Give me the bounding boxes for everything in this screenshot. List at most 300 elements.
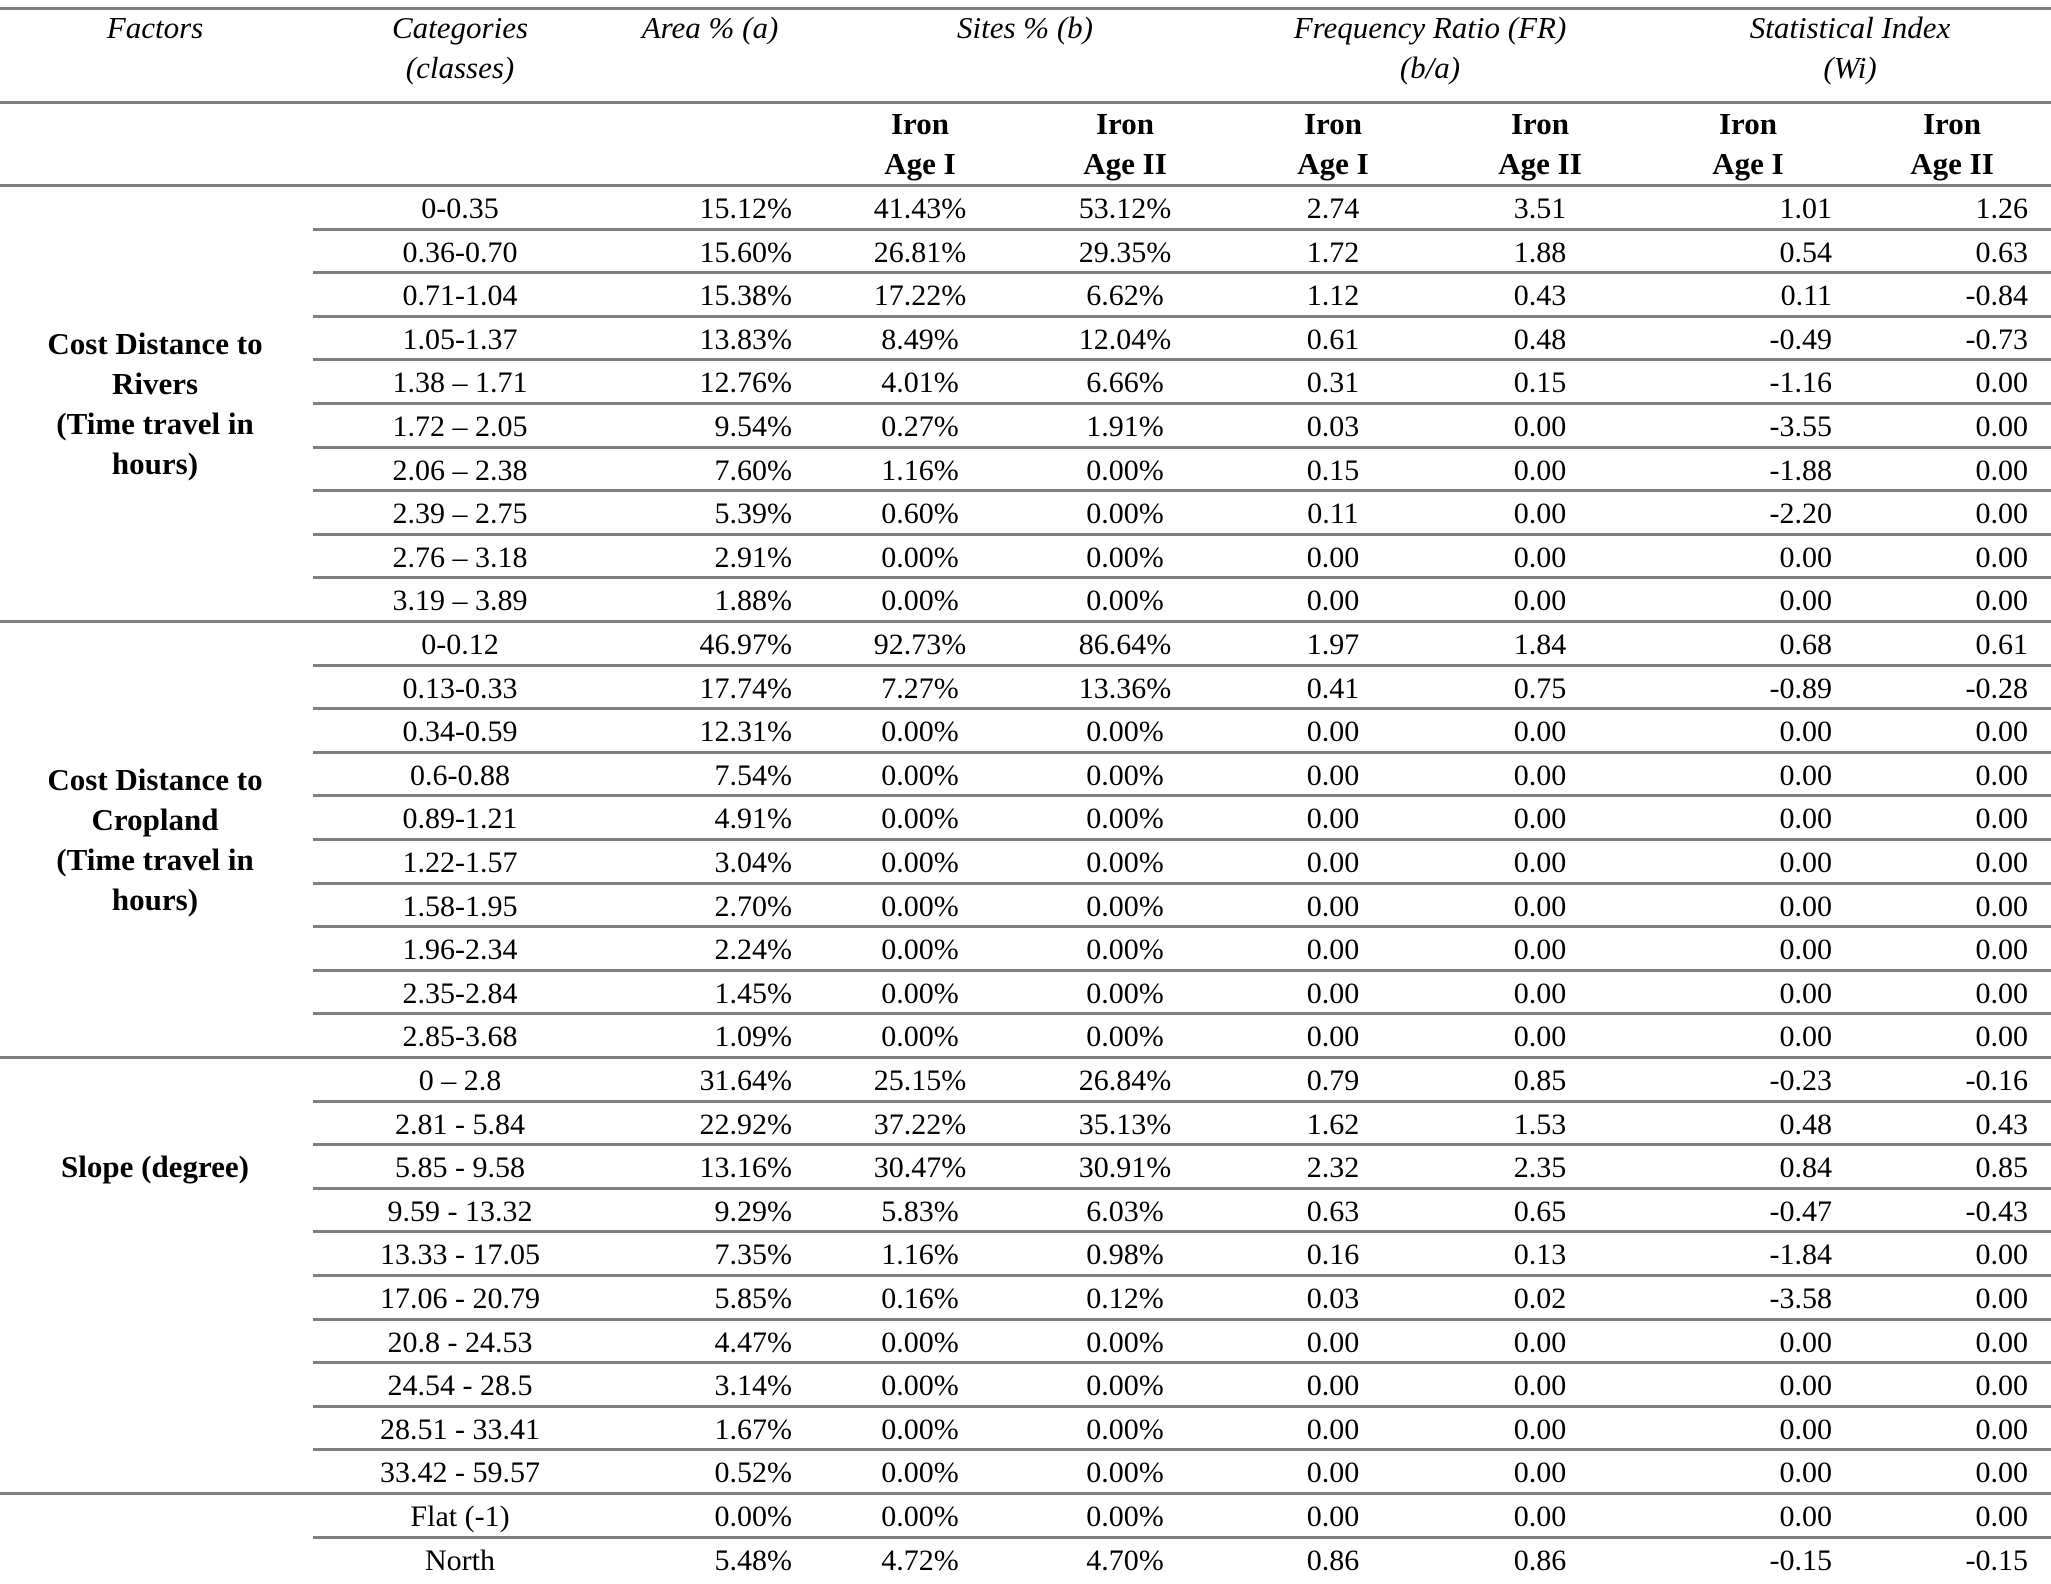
wi-iron-age-i-cell: -0.47: [1769, 1194, 1832, 1228]
area-cell: 0.00%: [714, 1500, 792, 1533]
sites-iron-age-i-cell: 0.00%: [881, 1500, 959, 1533]
table-row: [0, 273, 2051, 317]
fr-iron-age-ii-cell: 0.86: [1513, 1543, 1567, 1577]
sites-iron-age-i-cell: 1.16%: [881, 1238, 959, 1272]
category-cell: 0.89-1.21: [402, 802, 518, 836]
fr-iron-age-ii-cell: 0.15: [1513, 366, 1567, 400]
wi-iron-age-i-cell: -3.58: [1769, 1282, 1832, 1315]
area-cell: 22.92%: [699, 1107, 792, 1141]
wi-iron-age-ii-cell: 0.00: [1975, 1369, 2028, 1403]
area-cell: 7.35%: [714, 1238, 792, 1272]
category-cell: 0 – 2.8: [418, 1064, 502, 1097]
factor-label-line: Cost Distance to: [47, 762, 263, 797]
category-cell: 2.39 – 2.75: [392, 497, 528, 531]
subheader-line: Age II: [1083, 146, 1167, 181]
subheader-line: Iron: [1718, 106, 1777, 141]
category-cell: 5.85 - 9.58: [395, 1151, 525, 1185]
sites-iron-age-ii-cell: 53.12%: [1078, 192, 1172, 225]
table-row: [0, 448, 2051, 492]
fr-iron-age-ii-cell: 0.00: [1513, 497, 1567, 531]
area-cell: 1.09%: [714, 1020, 792, 1054]
sites-iron-age-ii-cell: 0.00%: [1086, 1369, 1164, 1403]
subheader-fr-iron-age-i: [1253, 104, 1413, 184]
table-row: [0, 884, 2051, 928]
area-cell: 1.67%: [714, 1412, 792, 1446]
area-cell: 2.91%: [714, 540, 792, 574]
wi-iron-age-i-cell: -1.84: [1769, 1238, 1832, 1272]
table-row: [0, 1014, 2051, 1058]
fr-iron-age-ii-cell: 0.00: [1513, 1456, 1567, 1490]
wi-iron-age-i-cell: 0.00: [1779, 846, 1832, 879]
wi-iron-age-ii-cell: 0.00: [1975, 540, 2028, 574]
header-wi-line2: (Wi): [1823, 50, 1877, 85]
area-cell: 0.52%: [714, 1456, 792, 1490]
fr-iron-age-ii-cell: 0.65: [1513, 1194, 1567, 1228]
wi-iron-age-i-cell: -0.23: [1769, 1064, 1832, 1097]
fr-iron-age-ii-cell: 0.00: [1513, 758, 1567, 792]
category-cell: 0.13-0.33: [402, 671, 518, 705]
table-row: [0, 1363, 2051, 1407]
area-cell: 17.74%: [699, 671, 792, 705]
sites-iron-age-i-cell: 92.73%: [873, 628, 967, 661]
category-cell: 2.76 – 3.18: [392, 540, 528, 574]
fr-iron-age-ii-cell: 0.48: [1513, 322, 1567, 356]
fr-iron-age-ii-cell: 0.00: [1513, 1020, 1567, 1054]
fr-iron-age-i-cell: 2.74: [1306, 192, 1360, 225]
wi-iron-age-ii-cell: 1.26: [1975, 192, 2028, 225]
subheader-wi-iron-age-ii: [1872, 104, 2032, 184]
table-row: [0, 1232, 2051, 1276]
sites-iron-age-ii-cell: 0.00%: [1086, 1412, 1164, 1446]
sites-iron-age-ii-cell: 6.62%: [1086, 279, 1164, 313]
wi-iron-age-ii-cell: 0.00: [1975, 410, 2028, 443]
wi-iron-age-i-cell: 0.00: [1779, 1412, 1832, 1446]
area-cell: 15.60%: [699, 235, 792, 269]
category-cell: 0-0.35: [421, 192, 499, 225]
sites-iron-age-i-cell: 0.00%: [881, 802, 959, 836]
wi-iron-age-i-cell: -3.55: [1769, 410, 1832, 443]
wi-iron-age-i-cell: -1.16: [1769, 366, 1832, 400]
category-cell: 2.85-3.68: [402, 1020, 518, 1054]
wi-iron-age-ii-cell: -0.16: [1965, 1064, 2028, 1097]
wi-iron-age-i-cell: -0.15: [1769, 1543, 1832, 1577]
factor-label-line: Slope (degree): [61, 1148, 249, 1184]
sites-iron-age-i-cell: 0.00%: [881, 540, 959, 574]
table-row: [0, 1538, 2051, 1582]
category-cell: Flat (-1): [410, 1500, 510, 1533]
factor-label-line: (Time travel in: [56, 406, 254, 441]
table-row: [0, 622, 2051, 666]
sites-iron-age-i-cell: 25.15%: [873, 1064, 967, 1097]
wi-iron-age-ii-cell: 0.00: [1975, 1500, 2028, 1533]
category-cell: 17.06 - 20.79: [380, 1282, 540, 1315]
table-row: [0, 535, 2051, 579]
area-cell: 12.31%: [699, 715, 792, 749]
sites-iron-age-i-cell: 0.00%: [881, 1412, 959, 1446]
table-row: [0, 230, 2051, 274]
sites-iron-age-ii-cell: 6.66%: [1086, 366, 1164, 400]
table-row: [0, 491, 2051, 535]
fr-iron-age-ii-cell: 0.00: [1513, 584, 1567, 618]
fr-iron-age-ii-cell: 3.51: [1513, 192, 1567, 225]
category-cell: 13.33 - 17.05: [380, 1238, 540, 1272]
fr-iron-age-ii-cell: 0.75: [1513, 671, 1567, 705]
wi-iron-age-ii-cell: 0.00: [1975, 1456, 2028, 1490]
wi-iron-age-i-cell: 1.01: [1779, 192, 1832, 225]
fr-iron-age-i-cell: 0.00: [1306, 933, 1360, 967]
wi-iron-age-ii-cell: 0.61: [1975, 628, 2028, 661]
subheader-sites-iron-age-ii: [1045, 104, 1205, 184]
wi-iron-age-ii-cell: -0.28: [1965, 671, 2028, 705]
table-row: [0, 186, 2051, 230]
sites-iron-age-i-cell: 17.22%: [873, 279, 967, 313]
wi-iron-age-ii-cell: 0.43: [1975, 1107, 2028, 1141]
sites-iron-age-ii-cell: 29.35%: [1078, 235, 1172, 269]
fr-iron-age-i-cell: 0.00: [1306, 802, 1360, 836]
wi-iron-age-i-cell: 0.68: [1779, 628, 1832, 661]
fr-iron-age-i-cell: 1.62: [1306, 1107, 1360, 1141]
area-cell: 5.48%: [714, 1543, 792, 1577]
wi-iron-age-ii-cell: 0.00: [1975, 715, 2028, 749]
sites-iron-age-ii-cell: 0.12%: [1086, 1282, 1164, 1315]
fr-iron-age-ii-cell: 0.00: [1513, 1369, 1567, 1403]
table-row: [0, 1450, 2051, 1494]
header-area: Area % (a): [641, 10, 779, 45]
header-frequency-ratio: [1230, 8, 1630, 88]
sites-iron-age-ii-cell: 12.04%: [1078, 322, 1172, 356]
wi-iron-age-i-cell: 0.54: [1779, 235, 1832, 269]
wi-iron-age-i-cell: 0.00: [1779, 802, 1832, 836]
table-row: [0, 360, 2051, 404]
sites-iron-age-ii-cell: 4.70%: [1086, 1543, 1164, 1577]
factor-label-line: (Time travel in: [56, 842, 254, 877]
fr-iron-age-ii-cell: 0.85: [1513, 1064, 1567, 1097]
table-row: [0, 753, 2051, 797]
sites-iron-age-ii-cell: 30.91%: [1078, 1151, 1172, 1185]
sites-iron-age-i-cell: 0.00%: [881, 976, 959, 1010]
sites-iron-age-ii-cell: 0.00%: [1086, 584, 1164, 618]
wi-iron-age-i-cell: 0.00: [1779, 976, 1832, 1010]
wi-iron-age-ii-cell: -0.15: [1965, 1543, 2028, 1577]
table-row: [0, 578, 2051, 622]
sites-iron-age-ii-cell: 0.00%: [1086, 889, 1164, 923]
category-cell: 1.22-1.57: [402, 846, 518, 879]
subheader-line: Age II: [1910, 146, 1994, 181]
header-statistical-index: [1650, 8, 2050, 88]
header-wi-line1: Statistical Index: [1749, 10, 1951, 45]
area-cell: 13.16%: [699, 1151, 792, 1185]
wi-iron-age-ii-cell: 0.00: [1975, 1282, 2028, 1315]
wi-iron-age-ii-cell: 0.00: [1975, 846, 2028, 879]
category-cell: 1.38 – 1.71: [392, 366, 528, 400]
fr-iron-age-ii-cell: 0.00: [1513, 715, 1567, 749]
subheader-line: Iron: [1922, 106, 1981, 141]
wi-iron-age-i-cell: 0.00: [1779, 1020, 1832, 1054]
category-cell: North: [425, 1543, 495, 1577]
wi-iron-age-ii-cell: 0.00: [1975, 1020, 2028, 1054]
wi-iron-age-i-cell: -0.89: [1769, 671, 1832, 705]
fr-iron-age-i-cell: 1.12: [1306, 279, 1360, 313]
sites-iron-age-ii-cell: 0.00%: [1086, 453, 1164, 487]
fr-iron-age-ii-cell: 0.00: [1513, 453, 1567, 487]
subheader-sites-iron-age-i: [840, 104, 1000, 184]
wi-iron-age-i-cell: 0.00: [1779, 540, 1832, 574]
sites-iron-age-i-cell: 0.00%: [881, 758, 959, 792]
fr-iron-age-i-cell: 0.00: [1306, 1369, 1360, 1403]
wi-iron-age-ii-cell: 0.00: [1975, 976, 2028, 1010]
fr-iron-age-i-cell: 1.72: [1306, 235, 1360, 269]
subheader-line: Age II: [1498, 146, 1582, 181]
sites-iron-age-i-cell: 0.00%: [881, 584, 959, 618]
wi-iron-age-i-cell: 0.00: [1779, 584, 1832, 618]
wi-iron-age-ii-cell: 0.00: [1975, 802, 2028, 836]
fr-iron-age-i-cell: 0.03: [1306, 1282, 1360, 1315]
sites-iron-age-i-cell: 0.60%: [881, 497, 959, 531]
wi-iron-age-i-cell: -1.88: [1769, 453, 1832, 487]
sites-iron-age-i-cell: 4.72%: [881, 1543, 959, 1577]
subheader-line: Age I: [1297, 146, 1369, 181]
fr-iron-age-ii-cell: 0.00: [1513, 976, 1567, 1010]
table-row: [0, 1058, 2051, 1102]
sites-iron-age-i-cell: 0.00%: [881, 1325, 959, 1359]
fr-iron-age-ii-cell: 0.00: [1513, 540, 1567, 574]
fr-iron-age-ii-cell: 0.00: [1513, 889, 1567, 923]
sites-iron-age-ii-cell: 0.00%: [1086, 715, 1164, 749]
table-row: [0, 317, 2051, 361]
category-cell: 33.42 - 59.57: [380, 1456, 540, 1490]
table-row: [0, 404, 2051, 448]
subheader-wi-iron-age-i: [1668, 104, 1828, 184]
sites-iron-age-ii-cell: 0.00%: [1086, 976, 1164, 1010]
wi-iron-age-i-cell: 0.00: [1779, 1456, 1832, 1490]
fr-iron-age-ii-cell: 2.35: [1513, 1151, 1567, 1185]
wi-iron-age-ii-cell: 0.00: [1975, 1238, 2028, 1272]
subheader-line: Age I: [1712, 146, 1784, 181]
area-cell: 9.54%: [714, 410, 792, 443]
category-cell: 20.8 - 24.53: [387, 1325, 533, 1359]
wi-iron-age-i-cell: 0.84: [1779, 1151, 1832, 1185]
sites-iron-age-ii-cell: 0.00%: [1086, 758, 1164, 792]
wi-iron-age-ii-cell: -0.73: [1965, 322, 2028, 356]
sites-iron-age-ii-cell: 0.00%: [1086, 1500, 1164, 1533]
fr-iron-age-i-cell: 0.86: [1306, 1543, 1360, 1577]
sites-iron-age-i-cell: 0.00%: [881, 1369, 959, 1403]
fr-iron-age-ii-cell: 0.00: [1513, 933, 1567, 967]
fr-iron-age-ii-cell: 0.13: [1513, 1238, 1567, 1272]
category-cell: 28.51 - 33.41: [380, 1412, 540, 1446]
area-cell: 13.83%: [699, 322, 792, 356]
wi-iron-age-i-cell: -2.20: [1769, 497, 1832, 531]
fr-iron-age-i-cell: 0.41: [1306, 671, 1360, 705]
category-cell: 2.81 - 5.84: [395, 1107, 525, 1141]
wi-iron-age-i-cell: -0.49: [1769, 322, 1832, 356]
table-row: [0, 927, 2051, 971]
fr-iron-age-i-cell: 0.31: [1306, 366, 1360, 400]
fr-iron-age-i-cell: 1.97: [1306, 628, 1360, 661]
fr-iron-age-i-cell: 0.00: [1306, 889, 1360, 923]
wi-iron-age-ii-cell: 0.00: [1975, 933, 2028, 967]
fr-iron-age-i-cell: 0.03: [1306, 410, 1360, 443]
sites-iron-age-ii-cell: 0.00%: [1086, 802, 1164, 836]
sites-iron-age-ii-cell: 26.84%: [1078, 1064, 1172, 1097]
header-categories-line1: Categories: [391, 10, 529, 45]
category-cell: 1.05-1.37: [402, 322, 518, 356]
category-cell: 1.72 – 2.05: [392, 410, 528, 443]
sites-iron-age-i-cell: 26.81%: [873, 235, 967, 269]
subheader-line: Age I: [884, 146, 956, 181]
fr-iron-age-i-cell: 2.32: [1306, 1151, 1360, 1185]
area-cell: 12.76%: [699, 366, 792, 400]
sites-iron-age-i-cell: 0.27%: [881, 410, 959, 443]
fr-iron-age-ii-cell: 0.00: [1513, 1325, 1567, 1359]
subheader-fr-iron-age-ii: [1460, 104, 1620, 184]
subheader-line: Iron: [1095, 106, 1154, 141]
area-cell: 1.45%: [714, 976, 792, 1010]
sites-iron-age-ii-cell: 0.00%: [1086, 540, 1164, 574]
sites-iron-age-ii-cell: 0.00%: [1086, 1456, 1164, 1490]
table-row: [0, 971, 2051, 1015]
wi-iron-age-i-cell: 0.00: [1779, 1369, 1832, 1403]
factor-label-line: Cost Distance to: [47, 326, 263, 361]
factor-label-line: hours): [111, 446, 199, 481]
area-cell: 15.38%: [699, 279, 792, 313]
wi-iron-age-i-cell: 0.00: [1779, 889, 1832, 923]
fr-iron-age-ii-cell: 0.00: [1513, 802, 1567, 836]
area-cell: 15.12%: [699, 192, 792, 225]
header-factors: Factors: [106, 10, 204, 45]
header-sites: Sites % (b): [956, 10, 1094, 45]
fr-iron-age-ii-cell: 0.00: [1513, 846, 1567, 879]
subheader-line: Iron: [890, 106, 949, 141]
subheader-line: Iron: [1510, 106, 1569, 141]
sites-iron-age-i-cell: 1.16%: [881, 453, 959, 487]
area-cell: 46.97%: [699, 628, 792, 661]
sites-iron-age-ii-cell: 0.00%: [1086, 846, 1164, 879]
area-cell: 5.39%: [714, 497, 792, 531]
fr-iron-age-ii-cell: 0.00: [1513, 410, 1567, 443]
sites-iron-age-ii-cell: 13.36%: [1078, 671, 1172, 705]
table-row: [0, 1102, 2051, 1146]
fr-iron-age-i-cell: 0.00: [1306, 1500, 1360, 1533]
category-cell: 0.6-0.88: [410, 758, 510, 792]
subheader-line: Iron: [1303, 106, 1362, 141]
fr-iron-age-i-cell: 0.15: [1306, 453, 1360, 487]
category-cell: 1.96-2.34: [402, 933, 518, 967]
fr-iron-age-ii-cell: 0.00: [1513, 1500, 1567, 1533]
sites-iron-age-i-cell: 0.00%: [881, 1456, 959, 1490]
wi-iron-age-ii-cell: 0.00: [1975, 1325, 2028, 1359]
sites-iron-age-ii-cell: 1.91%: [1086, 410, 1164, 443]
header-categories: [330, 8, 590, 88]
category-cell: 24.54 - 28.5: [387, 1369, 533, 1403]
fr-iron-age-i-cell: 0.00: [1306, 584, 1360, 618]
wi-iron-age-i-cell: 0.11: [1780, 279, 1832, 313]
sites-iron-age-i-cell: 30.47%: [873, 1151, 967, 1185]
sites-iron-age-i-cell: 7.27%: [881, 671, 959, 705]
sites-iron-age-i-cell: 41.43%: [873, 192, 967, 225]
sites-iron-age-i-cell: 0.16%: [881, 1282, 959, 1315]
wi-iron-age-i-cell: 0.00: [1779, 1500, 1832, 1533]
wi-iron-age-i-cell: 0.00: [1779, 933, 1832, 967]
category-cell: 2.06 – 2.38: [392, 453, 528, 487]
area-cell: 5.85%: [714, 1282, 792, 1315]
factor-label-line: Rivers: [111, 366, 199, 401]
table-row: [0, 1494, 2051, 1538]
area-cell: 31.64%: [699, 1064, 792, 1097]
sites-iron-age-i-cell: 8.49%: [881, 322, 959, 356]
sites-iron-age-i-cell: 4.01%: [881, 366, 959, 400]
header-fr-line1: Frequency Ratio (FR): [1293, 10, 1567, 45]
fr-iron-age-ii-cell: 0.43: [1513, 279, 1567, 313]
fr-iron-age-i-cell: 0.00: [1306, 846, 1360, 879]
factor-label-line: Cropland: [91, 802, 219, 837]
sites-iron-age-ii-cell: 0.00%: [1086, 933, 1164, 967]
wi-iron-age-ii-cell: 0.00: [1975, 366, 2028, 400]
sites-iron-age-i-cell: 37.22%: [873, 1107, 967, 1141]
fr-iron-age-i-cell: 0.61: [1306, 322, 1360, 356]
factor-label-line: hours): [111, 882, 199, 917]
fr-iron-age-i-cell: 0.00: [1306, 758, 1360, 792]
category-cell: 9.59 - 13.32: [387, 1194, 533, 1228]
wi-iron-age-ii-cell: 0.00: [1975, 758, 2028, 792]
area-cell: 2.24%: [714, 933, 792, 967]
table-row: [0, 1189, 2051, 1233]
wi-iron-age-ii-cell: 0.00: [1975, 1412, 2028, 1446]
fr-iron-age-ii-cell: 1.88: [1513, 235, 1567, 269]
wi-iron-age-ii-cell: -0.43: [1965, 1194, 2028, 1228]
area-cell: 3.14%: [714, 1369, 792, 1403]
wi-iron-age-ii-cell: 0.63: [1975, 235, 2028, 269]
wi-iron-age-ii-cell: 0.00: [1975, 453, 2028, 487]
fr-iron-age-i-cell: 0.00: [1306, 1412, 1360, 1446]
sites-iron-age-i-cell: 0.00%: [881, 889, 959, 923]
fr-iron-age-ii-cell: 1.84: [1513, 628, 1567, 661]
sites-iron-age-ii-cell: 0.98%: [1086, 1238, 1164, 1272]
header-categories-line2: (classes): [405, 50, 515, 85]
fr-iron-age-ii-cell: 0.02: [1513, 1282, 1567, 1315]
fr-iron-age-i-cell: 0.00: [1306, 976, 1360, 1010]
header-fr-line2: (b/a): [1399, 50, 1461, 85]
wi-iron-age-ii-cell: -0.84: [1965, 279, 2028, 313]
wi-iron-age-ii-cell: 0.00: [1975, 497, 2028, 531]
category-cell: 0.71-1.04: [402, 279, 518, 313]
sites-iron-age-i-cell: 5.83%: [881, 1194, 959, 1228]
fr-iron-age-i-cell: 0.00: [1306, 540, 1360, 574]
table-row: [0, 840, 2051, 884]
wi-iron-age-i-cell: 0.00: [1779, 758, 1832, 792]
fr-iron-age-i-cell: 0.16: [1306, 1238, 1360, 1272]
fr-iron-age-i-cell: 0.00: [1306, 1456, 1360, 1490]
wi-iron-age-ii-cell: 0.00: [1975, 889, 2028, 923]
sites-iron-age-ii-cell: 86.64%: [1078, 628, 1172, 661]
sites-iron-age-ii-cell: 0.00%: [1086, 497, 1164, 531]
sites-iron-age-i-cell: 0.00%: [881, 1020, 959, 1054]
wi-iron-age-ii-cell: 0.85: [1975, 1151, 2028, 1185]
area-cell: 2.70%: [714, 889, 792, 923]
category-cell: 1.58-1.95: [402, 889, 518, 923]
fr-iron-age-ii-cell: 1.53: [1513, 1107, 1567, 1141]
sites-iron-age-i-cell: 0.00%: [881, 715, 959, 749]
sites-iron-age-ii-cell: 0.00%: [1086, 1325, 1164, 1359]
wi-iron-age-i-cell: 0.00: [1779, 1325, 1832, 1359]
category-cell: 2.35-2.84: [402, 976, 518, 1010]
area-cell: 1.88%: [714, 584, 792, 618]
fr-iron-age-i-cell: 0.00: [1306, 1325, 1360, 1359]
area-cell: 4.47%: [714, 1325, 792, 1359]
area-cell: 4.91%: [714, 802, 792, 836]
area-cell: 9.29%: [714, 1194, 792, 1228]
category-cell: 0-0.12: [421, 628, 499, 661]
